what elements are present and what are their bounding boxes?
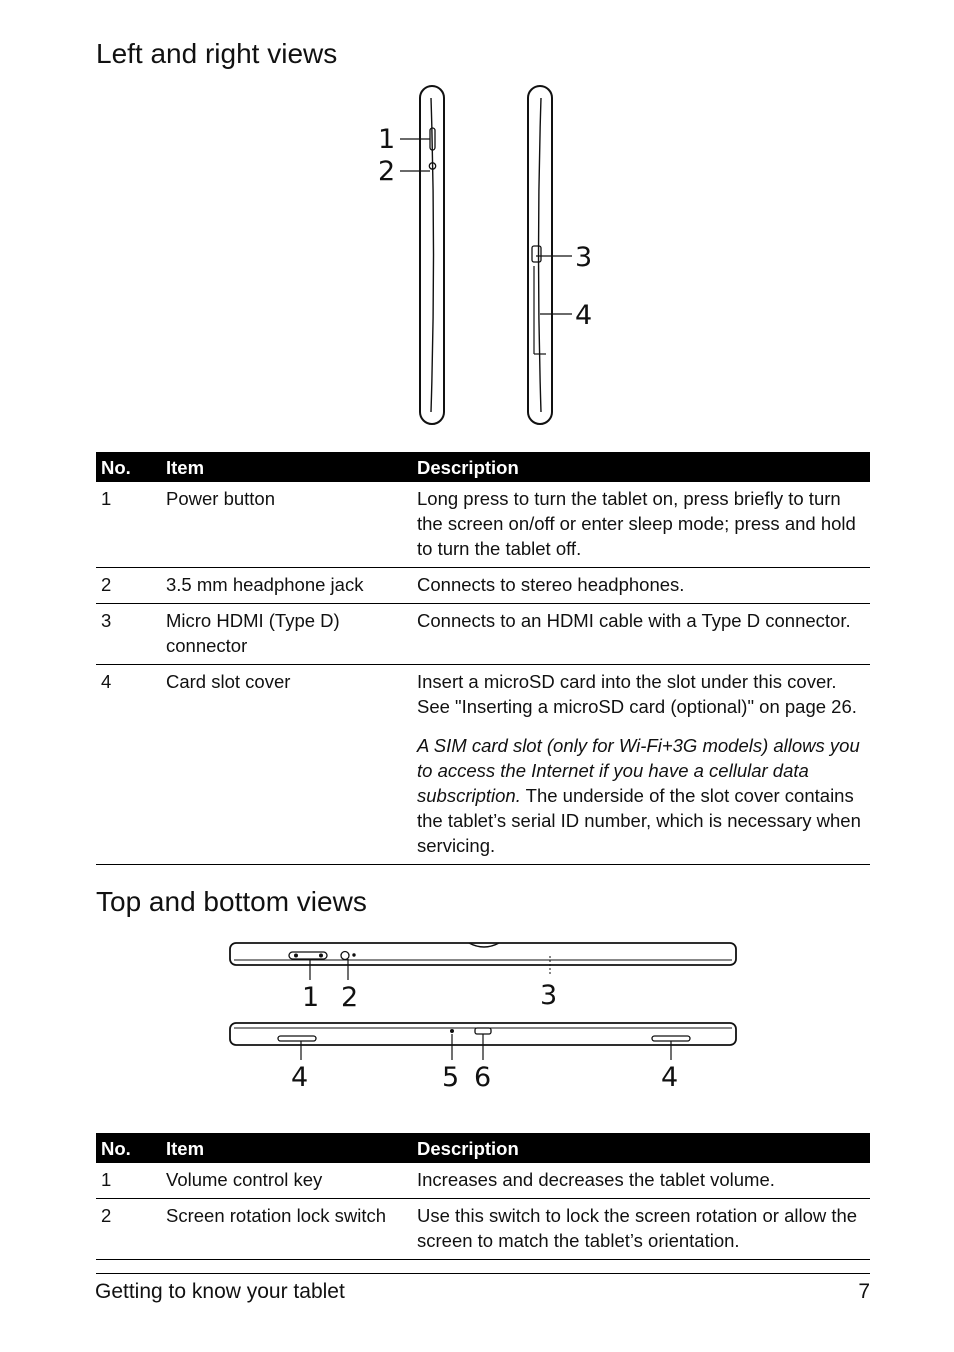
callout-2: 2 — [378, 156, 396, 187]
callout-top-1: 1 — [302, 982, 320, 1013]
col-header-description: Description — [412, 452, 870, 482]
row-no: 2 — [96, 568, 161, 604]
right-side-profile — [528, 86, 552, 424]
row-item: Card slot cover — [161, 665, 412, 865]
row-description — [412, 665, 870, 865]
page-number: 7 — [858, 1280, 870, 1303]
table-header-row — [96, 452, 870, 482]
callout-bottom-5: 5 — [442, 1062, 460, 1093]
col-header-no: No. — [96, 452, 161, 482]
row-no: 1 — [96, 1163, 161, 1199]
col-header-item: Item — [161, 1133, 412, 1163]
table-row — [96, 665, 870, 865]
row-item: Power button — [161, 482, 412, 568]
col-header-no: No. — [96, 1133, 161, 1163]
col-header-description: Description — [412, 1133, 870, 1163]
row-no: 1 — [96, 482, 161, 568]
sim-note — [417, 733, 865, 858]
row-description: Long press to turn the tablet on, press briefly to turn the screen on/off or enter sleep mode; press and hold to turn the tablet off. — [412, 482, 870, 568]
callout-3: 3 — [575, 242, 593, 273]
table-row — [96, 568, 870, 604]
sim-note-plain: The underside of the slot cover contains the tablet’s serial ID number, which is necessary when servicing. — [417, 785, 861, 856]
callout-1: 1 — [378, 124, 396, 155]
row-no: 3 — [96, 604, 161, 665]
table-header-row — [96, 1133, 870, 1163]
footer-section-title: Getting to know your tablet — [95, 1280, 345, 1303]
table-row — [96, 1163, 870, 1199]
row-description: Use this switch to lock the screen rotation or allow the screen to match the tablet’s orientation. — [412, 1199, 870, 1260]
row-item: Micro HDMI (Type D) connector — [161, 604, 412, 665]
section-title-top-bottom: Top and bottom views — [96, 886, 367, 917]
row-description: Connects to an HDMI cable with a Type D connector. — [412, 604, 870, 665]
card-slot-description: Insert a microSD card into the slot under this cover. See "Inserting a microSD card (optional)" on page 26. — [417, 671, 857, 717]
section-title-left-right: Left and right views — [96, 38, 338, 69]
row-no: 4 — [96, 665, 161, 865]
callout-bottom-4-right: 4 — [661, 1062, 679, 1093]
callout-top-2: 2 — [341, 982, 359, 1013]
row-item: 3.5 mm headphone jack — [161, 568, 412, 604]
callout-4: 4 — [575, 300, 593, 331]
table-row — [96, 482, 870, 568]
row-description: Increases and decreases the tablet volume. — [412, 1163, 870, 1199]
row-description: Connects to stereo headphones. — [412, 568, 870, 604]
left-right-views-figure — [370, 84, 600, 430]
left-side-profile — [420, 86, 444, 424]
callout-top-3: 3 — [540, 980, 558, 1011]
row-item: Screen rotation lock switch — [161, 1199, 412, 1260]
sim-note-italic: A SIM card slot (only for Wi-Fi+3G models) allows you to access the Internet if you have a cellular data subscription. — [417, 735, 860, 806]
top-bottom-views-figure — [226, 936, 742, 1096]
table-row — [96, 604, 870, 665]
table-row — [96, 1199, 870, 1260]
col-header-item: Item — [161, 452, 412, 482]
callout-bottom-4-left: 4 — [291, 1062, 309, 1093]
top-bottom-views-table — [96, 1133, 870, 1260]
row-item: Volume control key — [161, 1163, 412, 1199]
top-edge-profile — [230, 943, 736, 965]
callout-bottom-6: 6 — [474, 1062, 492, 1093]
footer-divider — [96, 1273, 870, 1274]
left-right-views-table — [96, 452, 870, 865]
row-no: 2 — [96, 1199, 161, 1260]
